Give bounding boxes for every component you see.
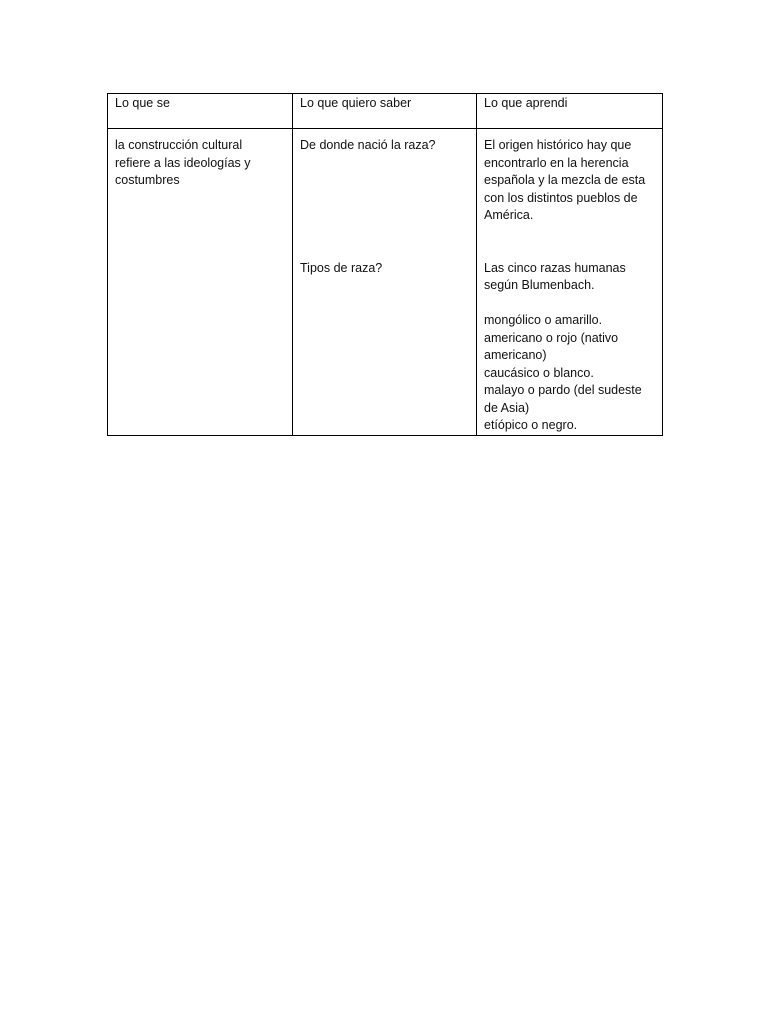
content-row [108, 129, 663, 436]
header-row [108, 94, 663, 129]
learned-line: con los distintos pueblos de [484, 190, 638, 205]
learned-line: encontrarlo en la herencia [484, 155, 629, 170]
know-line: la construcción cultural [115, 138, 243, 152]
kwl-table [107, 93, 663, 436]
learned-line: América. [484, 208, 534, 222]
race-list-item: malayo o pardo (del sudeste [484, 383, 642, 397]
cell-what-i-know [108, 129, 293, 436]
race-list-item: mongólico o amarillo. [484, 313, 603, 327]
race-list-item: caucásico o blanco. [484, 365, 594, 380]
learned-line: El origen histórico hay que [484, 138, 632, 152]
question-origin: De donde nació la raza? [300, 138, 436, 152]
race-list-item: americano) [484, 348, 547, 362]
header-what-i-want-to-know: Lo que quiero saber [293, 94, 477, 129]
know-line: costumbres [115, 173, 180, 187]
learned-line: según Blumenbach. [484, 278, 595, 292]
header-what-i-know: Lo que se [108, 94, 293, 129]
cell-what-i-learned [477, 129, 663, 436]
race-list-item: americano o rojo (nativo [484, 330, 619, 345]
learned-line: española y la mezcla de esta [484, 173, 646, 187]
header-what-i-learned: Lo que aprendi [477, 94, 663, 129]
race-list-item: etíópico o negro. [484, 418, 578, 432]
question-types: Tipos de raza? [300, 260, 383, 275]
learned-line: Las cinco razas humanas [484, 260, 626, 275]
cell-what-i-want-to-know [293, 129, 477, 436]
know-line: refiere a las ideologías y [115, 155, 251, 170]
race-list-item: de Asia) [484, 400, 530, 415]
